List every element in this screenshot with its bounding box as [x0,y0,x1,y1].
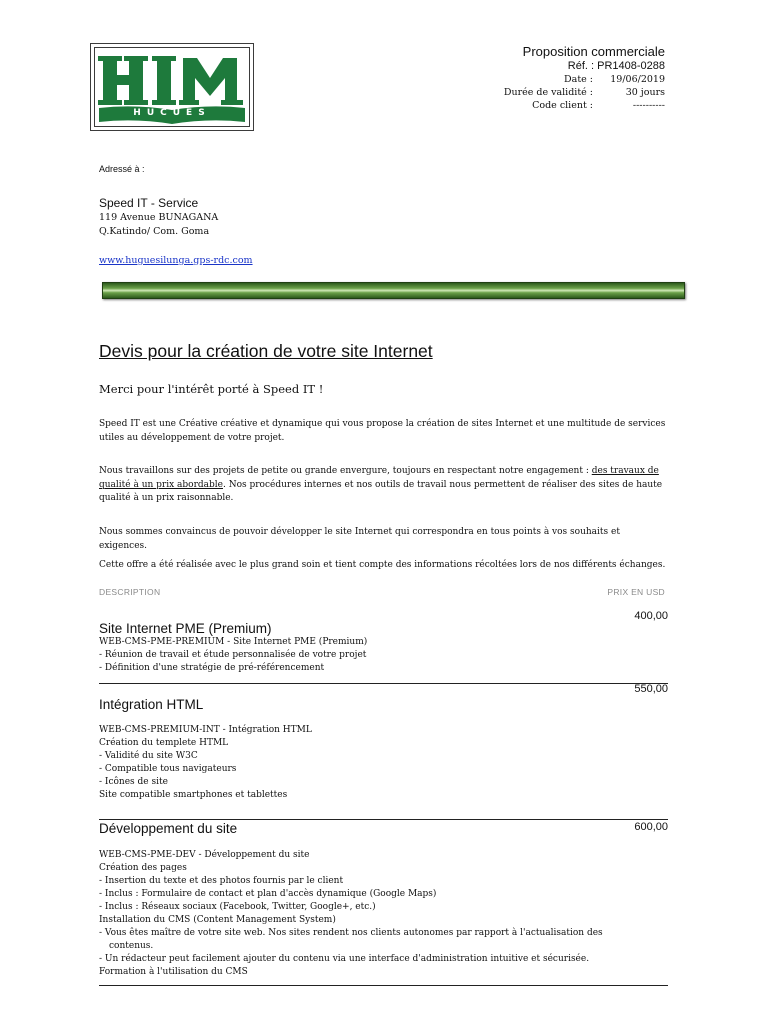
meta-row-date [445,74,665,85]
meta-label: Date : [564,74,593,85]
meta-value: 19/06/2019 [610,74,665,85]
meta-value: 30 jours [625,87,665,98]
item-line: - Validité du site W3C [99,751,198,761]
proposal-meta [445,44,665,111]
intro-paragraph-3: Nous sommes convaincus de pouvoir développer le site Internet qui correspondra en tous points à vos souhaits et exigences. [99,527,620,551]
meta-label: Code client : [532,100,593,111]
p2-text-after: . Nos procédures internes et nos outils de travail nous permettent de réaliser des sites de haute qualité à un prix raisonnable. [99,479,663,503]
proposal-ref: Réf. : PR1408-0288 [567,60,665,72]
company-logo [90,43,254,131]
recipient-company: Speed IT - Service [99,196,199,210]
proposal-title: Proposition commerciale [522,44,665,59]
item-price: 600,00 [634,821,668,833]
item-divider [99,985,668,986]
website-link[interactable]: www.huguesilunga.gps-rdc.com [99,255,253,266]
column-header-price: PRIX EN USD [607,587,665,597]
recipient-address-line2: Q.Katindo/ Com. Goma [99,226,210,237]
p2-underlined-commitment: des travaux de qualité à un prix abordable [99,466,659,490]
recipient-address-line1: 119 Avenue BUNAGANA [99,212,219,223]
logo-tagline: HUCUES [133,108,211,118]
item-line: - Définition d'une stratégie de pré-référencement [99,663,325,673]
meta-row-validity [445,87,665,98]
item-title: Développement du site [99,821,238,836]
intro-paragraph-4: Cette offre a été réalisée avec le plus grand soin et tient compte des informations récoltées lors de nos différents échanges. [99,560,666,570]
quote-item [99,821,668,979]
item-line: contenus. [109,941,154,951]
item-title: Intégration HTML [99,697,204,712]
item-line: - Inclus : Réseaux sociaux (Facebook, Twitter, Google+, etc.) [99,902,376,912]
item-line: Installation du CMS (Content Management System) [99,915,336,925]
quote-item [99,683,668,802]
decorative-divider-bar [102,282,685,299]
item-price: 550,00 [634,683,668,695]
item-line: - Vous êtes maître de votre site web. Nos sites rendent nos clients autonomes par rapport à l'actualisation des [99,928,603,938]
document-heading: Devis pour la création de votre site Internet [99,341,433,361]
item-line: Création du templete HTML [99,738,229,748]
item-line: - Insertion du texte et des photos fournis par le client [99,876,344,886]
item-line: WEB-CMS-PME-DEV - Développement du site [99,850,310,860]
item-title: Site Internet PME (Premium) [99,621,272,636]
item-line: Formation à l'utilisation du CMS [99,967,248,977]
item-line: WEB-CMS-PME-PREMIUM - Site Internet PME (Premium) [99,637,368,647]
item-line: Création des pages [99,863,187,873]
item-line: - Compatible tous navigateurs [99,764,237,774]
meta-row-client-code [445,100,665,111]
item-line: WEB-CMS-PREMIUM-INT - Intégration HTML [99,725,312,735]
item-line: - Inclus : Formulaire de contact et plan d'accès dynamique (Google Maps) [99,889,437,899]
item-line: Site compatible smartphones et tablettes [99,790,288,800]
item-line: - Icônes de site [99,777,168,787]
quote-item [99,610,668,675]
column-header-description: DESCRIPTION [99,587,161,597]
recipient-label: Adressé à : [99,164,145,174]
item-line: - Réunion de travail et étude personnalisée de votre projet [99,650,367,660]
intro-paragraph-1: Speed IT est une Créative créative et dynamique qui vous propose la création de sites Internet et une multitude de services utiles au développement de votre projet. [99,419,666,443]
item-line: - Un rédacteur peut facilement ajouter du contenu via une interface d'administration intuitive et sécurisée. [99,954,590,964]
item-price: 400,00 [634,610,668,622]
intro-paragraph-2 [99,465,669,506]
meta-value: ---------- [632,100,665,111]
thanks-line: Merci pour l'intérêt porté à Speed IT ! [99,382,324,396]
item-divider [99,819,668,820]
meta-label: Durée de validité : [503,87,593,98]
p2-text-before: Nous travaillons sur des projets de petite ou grande envergure, toujours en respectant notre engagement : [99,466,592,476]
